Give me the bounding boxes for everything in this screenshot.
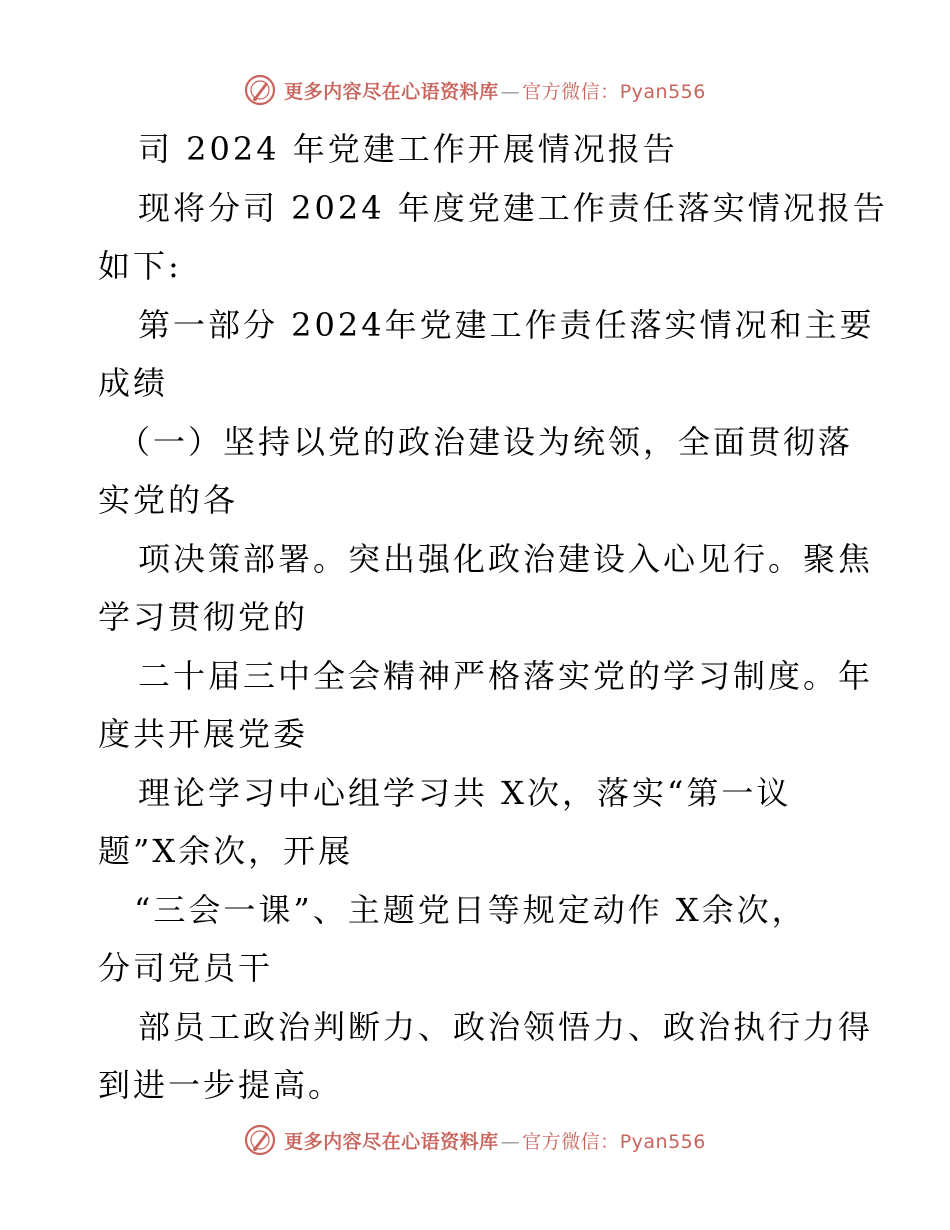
- subsection-heading-line: （一）坚持以党的政治建设为统领，全面贯彻落: [118, 422, 854, 461]
- section-heading-line: 成绩: [98, 364, 169, 402]
- paragraph-line: 到进一步提高。: [98, 1066, 344, 1104]
- paragraph-line: 题”X余次，开展: [98, 832, 354, 870]
- quill-logo-icon: [244, 1124, 276, 1156]
- watermark-main: 更多内容尽在心语资料库: [284, 80, 499, 103]
- paragraph-line: “三会一课”、主题党日等规定动作 X余次，: [134, 890, 807, 929]
- watermark-wechat-id: Pyan556: [619, 80, 706, 103]
- quill-logo-icon: [244, 74, 276, 106]
- header-watermark: [0, 70, 950, 110]
- footer-watermark: [0, 1120, 950, 1160]
- watermark-text: [284, 1127, 706, 1154]
- paragraph-line: 现将分司 2024 年度党建工作责任落实情况报告: [138, 188, 888, 227]
- watermark-dash: —: [500, 80, 521, 103]
- paragraph-line: 理论学习中心组学习共 X次，落实“第一议: [138, 773, 792, 812]
- document-title-line: 司 2024 年党建工作开展情况报告: [138, 130, 678, 168]
- watermark-dash: —: [500, 1130, 521, 1153]
- paragraph-line: 部员工政治判断力、政治领悟力、政治执行力得: [138, 1007, 874, 1046]
- paragraph-line: 项决策部署。突出强化政治建设入心见行。聚焦: [138, 539, 874, 578]
- watermark-main: 更多内容尽在心语资料库: [284, 1130, 499, 1153]
- paragraph-line: 二十届三中全会精神严格落实党的学习制度。年: [138, 656, 874, 695]
- section-heading-line: 第一部分 2024年党建工作责任落实情况和主要: [138, 305, 875, 344]
- watermark-text: [284, 77, 706, 104]
- watermark-wechat-id: Pyan556: [619, 1130, 706, 1153]
- watermark-wechat-label: 官方微信：: [522, 80, 620, 103]
- document-body: [98, 120, 888, 1115]
- paragraph-line: 学习贯彻党的: [98, 598, 309, 636]
- subsection-heading-line: 实党的各: [98, 481, 239, 519]
- watermark-wechat-label: 官方微信：: [522, 1130, 620, 1153]
- paragraph-line: 度共开展党委: [98, 715, 309, 753]
- paragraph-line: 分司党员干: [98, 949, 274, 987]
- paragraph-line: 如下:: [98, 247, 182, 285]
